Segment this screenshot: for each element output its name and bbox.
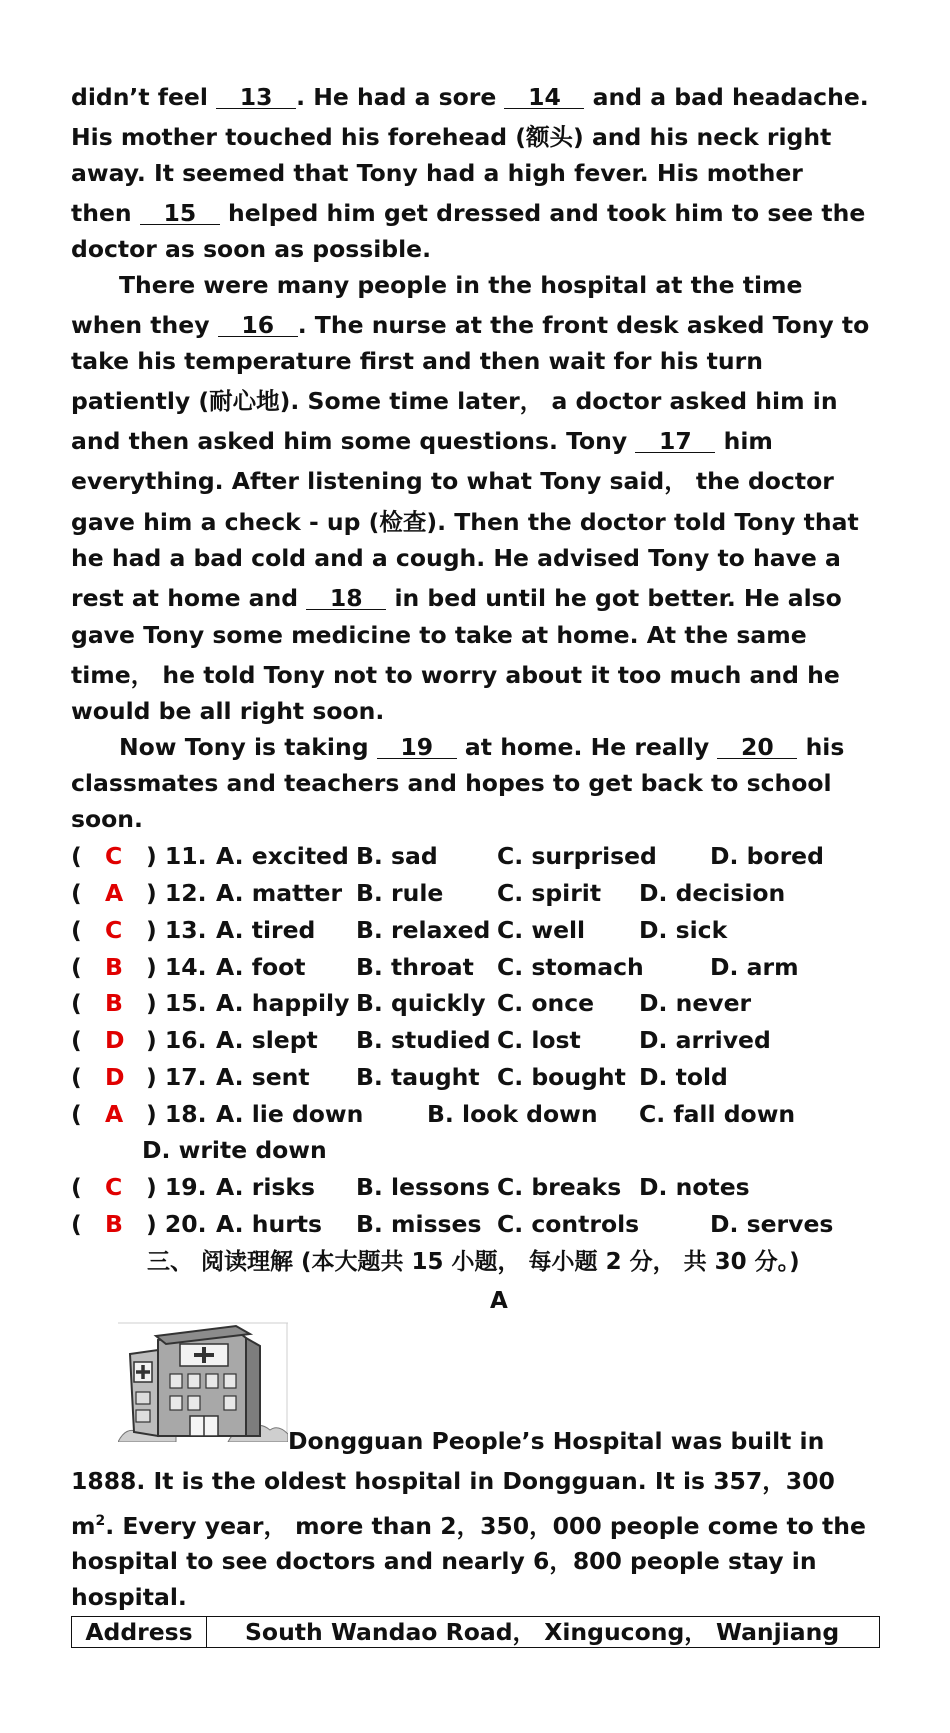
question-number: ) 14. [146,953,207,981]
answer: D [105,1063,125,1091]
blank-17: 17 [635,430,715,453]
option-d: D. sick [639,916,728,944]
passage-line-20: soon. [71,805,143,833]
option-a: A. tired [216,916,316,944]
question-number: ) 18. [146,1100,207,1128]
blank-18: 18 [306,587,386,610]
text: and then asked him some questions. Tony [71,427,636,455]
passage-line-4 [71,198,865,228]
text: helped him get dressed and took him to see the [219,199,866,227]
option-c: C. fall down [639,1100,796,1128]
answer: A [105,879,124,907]
reading-line-1: Dongguan People’s Hospital was built in [288,1427,825,1455]
reading-line-3 [71,1506,866,1541]
hospital-info-table [71,1616,880,1648]
blank-20: 20 [717,736,797,759]
option-c: C. spirit [497,879,602,907]
question-14 [71,952,931,982]
superscript: 2 [95,1513,106,1529]
paren-open: ( [71,1100,82,1128]
option-d: D. arm [710,953,799,981]
option-b: B. relaxed [356,916,491,944]
option-c: C. lost [497,1026,581,1054]
paren-open: ( [71,1210,82,1238]
answer: C [105,1173,123,1201]
text: . Every year， more than 2，350，000 people come to the [105,1511,866,1540]
paren-open: ( [71,953,82,981]
question-number: ) 13. [146,916,207,944]
passage-line-11: everything. After listening to what Tony said， the doctor [71,467,834,495]
passage-line-15: gave Tony some medicine to take at home. At the same [71,621,807,649]
question-19 [71,1172,931,1202]
text: Now Tony is taking [119,733,377,761]
passage-line-6: There were many people in the hospital at the time [119,271,803,299]
answer: A [105,1100,124,1128]
option-c: C. surprised [497,842,657,870]
answer: C [105,842,123,870]
option-c: C. breaks [497,1173,622,1201]
option-c: C. controls [497,1210,640,1238]
option-c: C. well [497,916,586,944]
question-18-continued [71,1135,931,1165]
reading-line-2: 1888. It is the oldest hospital in Dongguan. It is 357，300 [71,1467,835,1495]
paren-open: ( [71,989,82,1017]
answer: D [105,1026,125,1054]
text: then [71,199,140,227]
question-16 [71,1025,931,1055]
option-d: D. serves [710,1210,834,1238]
question-number: ) 15. [146,989,207,1017]
passage-line-18 [119,732,844,762]
option-d: D. notes [639,1173,750,1201]
option-a: A. hurts [216,1210,323,1238]
option-a: A. excited [216,842,349,870]
question-number: ) 16. [146,1026,207,1054]
passage-line-1 [71,82,869,112]
answer: C [105,916,123,944]
option-a: A. lie down [216,1100,364,1128]
passage-line-16: time， he told Tony not to worry about it too much and he [71,661,840,689]
option-b: B. quickly [356,989,486,1017]
question-20 [71,1209,931,1239]
question-12 [71,878,931,908]
question-number: ) 17. [146,1063,207,1091]
question-11 [71,841,931,871]
text: didn’t feel [71,83,217,111]
passage-line-5: doctor as soon as possible. [71,235,432,263]
passage-line-19: classmates and teachers and hopes to get back to school [71,769,832,797]
passage-line-7 [71,310,869,340]
option-d: D. bored [710,842,824,870]
table-value-cell: South Wandao Road， Xingucong， Wanjiang [207,1617,880,1648]
passage-line-17: would be all right soon. [71,697,385,725]
paren-open: ( [71,1063,82,1091]
question-number: ) 12. [146,879,207,907]
section-heading: 三、 阅读理解 (本大题共 15 小题， 每小题 2 分， 共 30 分。) [147,1249,800,1275]
option-c: C. stomach [497,953,644,981]
option-b: B. studied [356,1026,491,1054]
passage-line-12: gave him a check - up (检查). Then the doctor told Tony that [71,508,859,536]
option-a: A. happily [216,989,350,1017]
subsection-label: A [490,1288,508,1314]
option-c: C. bought [497,1063,626,1091]
question-number: ) 20. [146,1210,207,1238]
passage-line-9: patiently (耐心地). Some time later， a doctor asked him in [71,387,838,415]
option-a: A. risks [216,1173,315,1201]
question-number: ) 19. [146,1173,207,1201]
passage-line-14 [71,583,842,613]
paren-open: ( [71,1173,82,1201]
option-d: D. told [639,1063,728,1091]
text: . He had a sore [296,83,505,111]
option-b: B. taught [356,1063,480,1091]
text: in bed until he got better. He also [386,584,842,612]
option-a: A. foot [216,953,306,981]
option-a: A. slept [216,1026,318,1054]
question-15 [71,988,931,1018]
option-b: B. rule [356,879,444,907]
blank-16: 16 [218,314,298,337]
text: his [797,733,845,761]
paren-open: ( [71,1026,82,1054]
table-row [72,1617,880,1648]
question-13 [71,915,931,945]
text: . The nurse at the front desk asked Tony to [297,311,870,339]
answer: B [105,953,123,981]
option-d: D. arrived [639,1026,771,1054]
passage-line-8: take his temperature first and then wait for his turn [71,347,763,375]
option-b: B. look down [427,1100,598,1128]
blank-13: 13 [216,86,296,109]
option-b: B. misses [356,1210,482,1238]
option-a: A. matter [216,879,343,907]
paren-open: ( [71,842,82,870]
passage-line-2: His mother touched his forehead (额头) and his neck right [71,123,832,151]
text: m [71,1511,96,1540]
text: rest at home and [71,584,307,612]
blank-15: 15 [140,202,220,225]
answer: B [105,1210,123,1238]
passage-line-10 [71,426,773,456]
blank-14: 14 [504,86,584,109]
option-b: B. sad [356,842,438,870]
hospital-building-icon [118,1322,288,1442]
option-b: B. throat [356,953,474,981]
table-label-cell: Address [72,1617,207,1648]
question-17 [71,1062,931,1092]
option-a: A. sent [216,1063,310,1091]
text: when they [71,311,218,339]
passage-line-13: he had a bad cold and a cough. He advised Tony to have a [71,544,841,572]
paren-open: ( [71,879,82,907]
option-d: D. write down [142,1136,327,1164]
option-d: D. never [639,989,752,1017]
text: him [715,427,773,455]
paren-open: ( [71,916,82,944]
reading-line-4: hospital to see doctors and nearly 6，800 people stay in [71,1547,817,1575]
option-b: B. lessons [356,1173,490,1201]
question-number: ) 11. [146,842,207,870]
option-c: C. once [497,989,595,1017]
passage-line-3: away. It seemed that Tony had a high fever. His mother [71,159,803,187]
option-d: D. decision [639,879,786,907]
text: and a bad headache. [584,83,869,111]
blank-19: 19 [377,736,457,759]
reading-line-5: hospital. [71,1583,187,1611]
question-18 [71,1099,931,1129]
text: at home. He really [456,733,718,761]
answer: B [105,989,123,1017]
